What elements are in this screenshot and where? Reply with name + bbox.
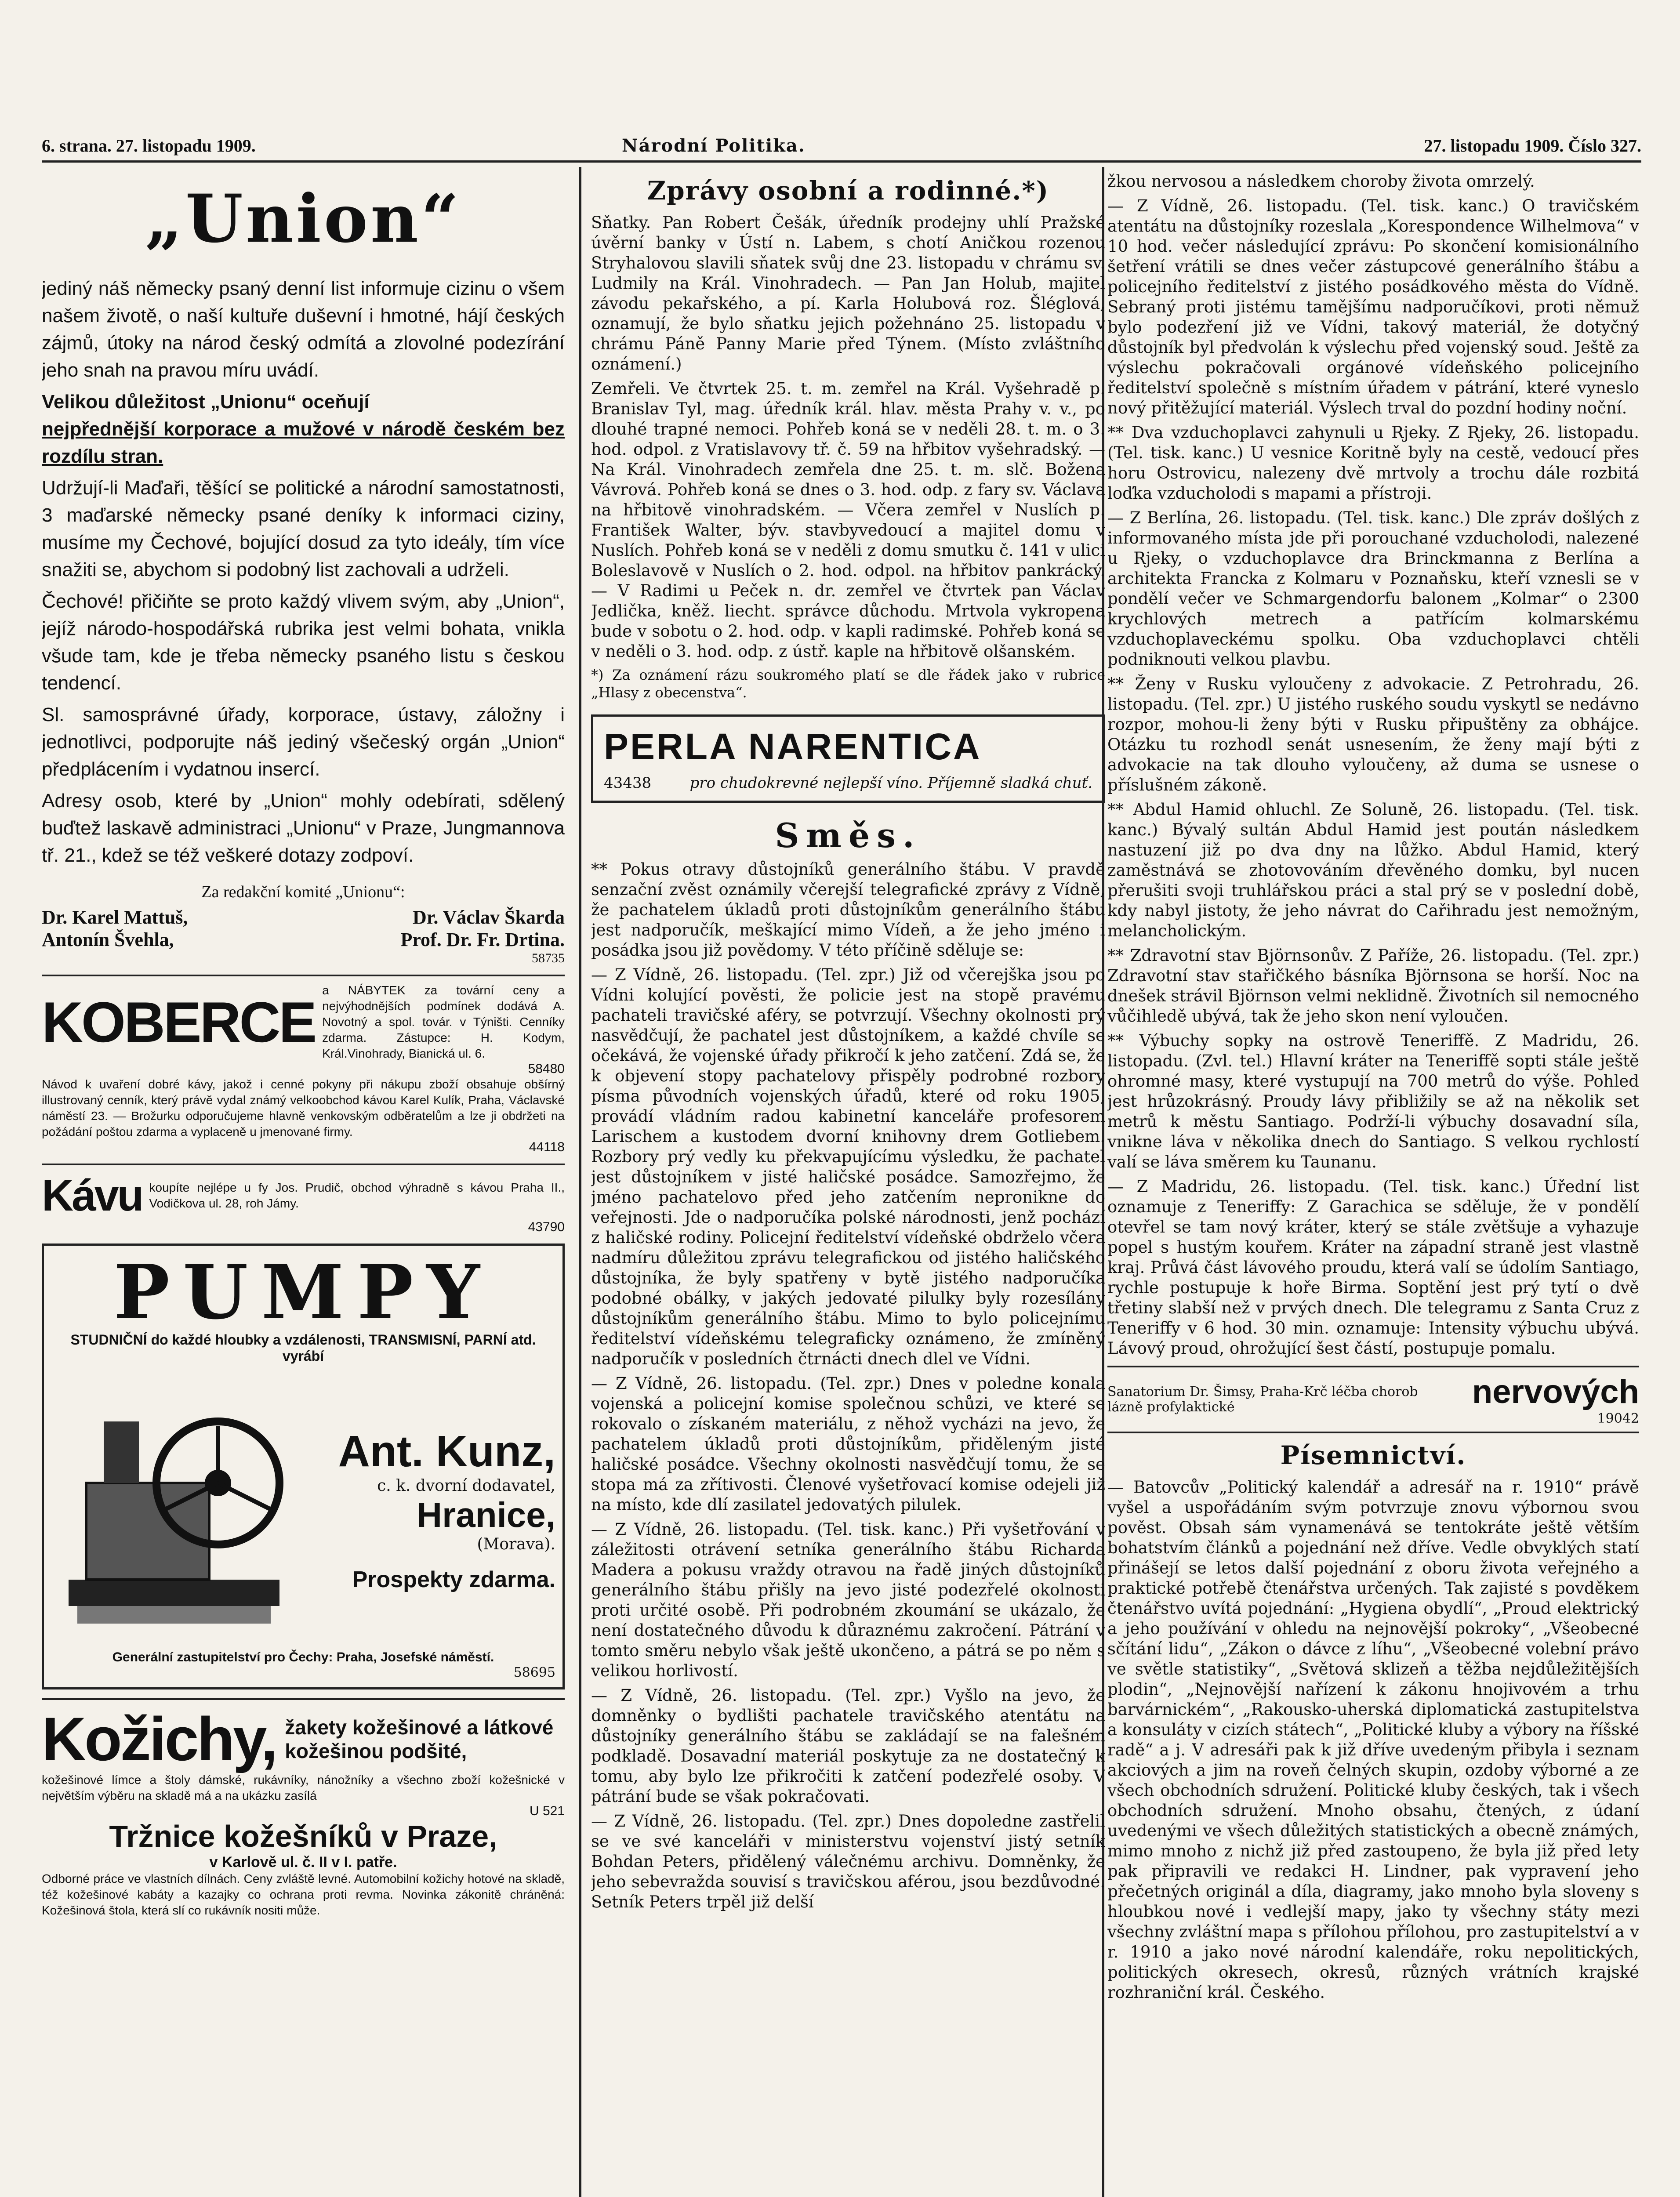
col3-article-4: ** Ženy v Rusku vyloučeny z advokacie. Z Petrohradu, 26. listopadu. (Tel. zpr.) U jistého ruského soudu vyskytl se nedávno rozpor, mohou-li ženy býti v Rusku připuštěny za obhájce. Otázku tu rozhodl senát usnesením, že ženy mají býti z advokacie na tak dlouho vyloučeny, až duma se usnese o příslušném zákoně. [1107,674,1639,794]
smes-article-5: — Z Vídně, 26. listopadu. (Tel. zpr.) Vyšlo na jevo, že domněnky o bydlišti pachatele travičského atentátu na důstojníky generálního štábu se zakládají se na falešném podkladě. Dosavadní materiál poskytuje za ne dostatečný k tomu, aby bylo lze přikročiti k zatčení podezřelé osoby. V pátrání bude se však pokračovati. [591,1686,1105,1806]
trznice: Tržnice kožešníků v Praze, [109,1819,497,1853]
col3-article-1: — Z Vídně, 26. listopadu. (Tel. tisk. kanc.) O travičském atentátu na důstojníky rozeslala „Korespondence Wilhelmova“ v 10 hod. večer následující zprávu: Po skončení komisionálního šetření vrátili se dnes večer zástupcové generálního štábu a policejního ředitelství z jistého posádkového města do Vídně. Sebraný proti jistému tamějšímu nadporučíkovi, proti němuž bylo podezření již ve Vídni, takový materiál, že dotyčný důstojník byl předvolán k výslechu před vojenský soud. Ještě za výslechu pokračovali orgánové vídeňského policejního ředitelství společně s místním úřadem v pátrání, které vyneslo nový přitěžující materiál. Výslech trval do pozdní hodiny noční. [1107,196,1639,417]
committee-row-2 [42,928,565,951]
committee-member-2: Dr. Václav Škarda [413,906,565,928]
kunz-sub: c. k. dvorní dodavatel, [377,1476,555,1495]
column-1 [42,171,565,2197]
pump-machine-illustration [51,1369,297,1650]
union-paragraph-2b: nejpřednější korporace a mužové v národě českém bez rozdílu stran. [42,418,565,467]
koberce-code: 58480 [528,1062,565,1076]
smes-article-3: — Z Vídně, 26. listopadu. (Tel. zpr.) Dnes v poledne konala vojenská a policejní komise společnou schůzi, ve které se rokovalo o získaném materiálu, z něhož vycházi na jevo, že pachatelem úkladů proti důstojníkům, přiděleným jisté haličské posádce. Všechny okolnosti nasvědčují tomu, že se stopa má za zřítivosti. Členové vyšetřovací komise odejeli již na místo, kde dlí zasilatel jedovatých pilulek. [591,1374,1105,1514]
kavu-text: koupíte nejlépe u fy Jos. Prudič, obchod výhradně s kávou Praha II., Vodičkova ul. 28, roh Jámy. [149,1181,565,1210]
col3-article-3: — Z Berlína, 26. listopadu. (Tel. tisk. kanc.) Dle zpráv došlých z informovaného místa jde při porouchané vzducholodi, nalezené u Rjeky, o vzduchoplavce dra Brinckmanna z Berlína a architekta Francka z Kolmaru v Poznaňsku, kteří vznesli se v pondělí večer ve Schmargendorfu balonem „Kolmar“ o 2300 krychlových metrech a patřícím kolmarskému vzduchoplaveckému spolku. Oba vzduchoplavci chtěli podniknouti velkou plavbu. [1107,508,1639,669]
union-code: 58735 [532,951,565,965]
smes-article-6: — Z Vídně, 26. listopadu. (Tel. zpr.) Dnes dopoledne zastřelil se ve své kanceláři v ministerstvu vojenství jistý setník Bohdan Peters, přidělený válečnému archivu. Domněnky, že jeho sebevražda souvisí s travičskou aférou, jsou bezdůvodné. Setník Peters trpěl již delší [591,1812,1105,1911]
section-personal-title: Zprávy osobní a rodinné.*) [647,176,1049,206]
committee-member-3: Antonín Švehla, [42,929,174,950]
kava-note-code: 44118 [529,1140,565,1154]
trznice-text: Odborné práce ve vlastních dílnách. Ceny zvláště levné. Automobilní kožichy hotové na skladě, též kožešinové kabáty a kazajky co ochrana proti revma. Novinka zákonitě chráněná: Kožešinová štola, která slí co rukávník nositi může. [42,1872,565,1917]
column-2 [591,171,1105,2197]
smes-article-2: — Z Vídně, 26. listopadu. (Tel. zpr.) Již od včerejška jsou po Vídni kolující pověsti, že policie jest na stopě pravému pachateli travičské aféry, se potvrzují. Všechny okolnosti prý nasvědčují, že pachatel jest důstojníkem, a každé chvíle se očekává, že vojenské úřady přikročí k jeho zatčení. Zdá se, že k objevení stopy pachatelovy přispěly podrobné rozbory písma původních vojenských úřadů, které od roku 1905, provádí vládním radou kabinetní kanceláře profesorem Larischem a kustodem dvorní knihovny drem Gotliebem. Rozbory prý vedly ku překvapujícímu výsledku, že pachatel jest důstojníkem v jisté haličské posádce. Samozřejmo, že jméno pachatelovo před jeho zatčením nepronikne do veřejnosti. Jde o nadporučíka polské národnosti, jenž pochází z haličské rodiny. Policejní ředitelství vídeňské obdrželo včera nadmíru důležitou zprávu telegrafickou od jistého haličského důstojníka, že byly spatřeny v bytě jistého nadporučíka podobné obálky, v jakých jedovaté pilulky byly rozesílány důstojníkům generálního štábu. Mimo to bylo policejnímu ředitelství vídeňskému telegraficky oznámeno, že zmíněný nadporučík v posledních čtrnácti dnech dlel ve Vídni. [591,965,1105,1368]
trznice-addr: v Karlově ul. č. II v I. patře. [209,1854,397,1871]
column-rule-1 [579,167,581,2197]
kozichy-text: kožešinové límce a štoly dámské, rukávníky, nánožníky a všechno zboží kožešnické v největším výběru na skladě má a na ukázku zasílá [42,1773,565,1802]
sanat-sub: lázně profylaktické [1107,1399,1235,1415]
union-paragraph-2a: Velikou důležitost „Unionu“ oceňují [42,391,370,413]
perla-sub-row [604,774,1092,792]
committee-member-1: Dr. Karel Mattuš, [42,906,188,928]
morava: (Morava). [477,1535,555,1553]
union-paragraph-5: Sl. samosprávné úřady, korporace, ústavy, záložny i jednotlivci, podporujte náš jediný všečeský orgán „Union“ předplácením i vydatnou insercí. [42,704,565,780]
smes-article-4: — Z Vídně, 26. listopadu. (Tel. tisk. kanc.) Při vyšetřování v záležitosti otrávení setníka generálního štábu Richarda Madera a pokusu vraždy otravou na řadě jiných důstojníků generálního štábu přišly na jevo jisté podezřelé okolnosti proti určité osobě. Při podrobném zkoumání se ukázalo, že není dostatečného důvodu k důraznému zakročení. Pátrání v tomto směru nebylo však ještě ukončeno, a pátrá se po něm s velikou horlivostí. [591,1520,1105,1680]
pumpy-sub: STUDNIČNÍ do každé hloubky a vzdálenosti, TRANSMISNÍ, PARNÍ atd. vyrábí [70,1332,536,1364]
col3-article-8: — Z Madridu, 26. listopadu. (Tel. tisk. kanc.) Úřední list oznamuje z Teneriffy: Z Garachica se sděluje, že v pondělí otevřel se tam nový kráter, který se stále zvětšuje a vyhazuje popel s hustým kouřem. Kráter na západní straně jest vlastně kraj. Průvá část lávového proudu, která valí se údolím Santiago, rychle postupuje k hoře Birma. Soptění jest prý tytí o dvě třetiny slabší než v prvých dnech. Dle telegramu z Santa Cruz z Teneriffy v 6 hod. 30 min. oznamuje: Intensity výbuchu ubývá. Lávový proud, ohrožující šest částí, postupuje pomalu. [1107,1177,1639,1358]
col3-article-6: ** Zdravotní stav Björnsonův. Z Paříže, 26. listopadu. (Tel. zpr.) Zdravotní stav stařičkého básníka Björnsona se horší. Noc na dnešek strávil Björnson velmi neklidně. Životních sil nemocného vůčihledě ubývá, tak že jeho skon není vyloučen. [1107,946,1639,1026]
sanat-code: 19042 [1597,1411,1639,1426]
personal-footnote: *) Za oznámení rázu soukromého platí se dle řádek jako v rubrice „Hlasy z obecenstva“. [591,667,1105,701]
col3-article-7: ** Výbuchy sopky na ostrově Teneriffě. Z Madridu, 26. listopadu. (Zvl. tel.) Hlavní kráter na Teneriffě sopti stále ještě ohromné masy, které vystupují na 700 metrů do výše. Pohled jest hrůzokrásný. Proudy lávy přibližily se až na několik set metrů k městu Santiago. Podrží-li výbuchy dosavadní síla, vnikne láva v několika dnech do Santiago. S velkou rychlostí valí se láva směrem ku Taunanu. [1107,1031,1639,1171]
sanat-nervovych: nervových [1472,1373,1639,1410]
header-page-date: 6. strana. 27. listopadu 1909. [42,136,256,156]
section-smes-title: Směs. [775,816,922,855]
union-paragraph-6: Adresy osob, které by „Union“ mohly odebírati, sdělený buďtež laskavě administraci „Unionu“ v Praze, Jungmannova tř. 21., kdež se též veškeré dotazy zodpoví. [42,790,565,866]
page-header [42,132,1641,163]
koberce-ad [42,975,565,1077]
header-issue: 27. listopadu 1909. Číslo 327. [1424,136,1641,156]
koberce-word: KOBERCE [42,990,316,1054]
column-3 [1107,171,1639,2197]
union-title: „Union“ [145,180,462,257]
kozichy-ad [42,1698,565,1918]
kava-note-ad [42,1077,565,1155]
perla-name: PERLA NARENTICA [604,726,982,767]
union-paragraph-1: jediný náš německy psaný denní list informuje cizinu o všem našem životě, o naší kultuře duševní i hmotné, hájí českých zájmů, útoky na národ český odmítá a zlovolné podezírání jeho snah na pravou míru uvádí. [42,278,565,381]
kozichy-code: U 521 [529,1804,565,1818]
pisemnictvi-article: — Batovcův „Politický kalendář a adresář na r. 1910“ právě vyšel a uspořádáním svým potvrzuje znovu výbornou svou pověst. Obsah sám vynamenává se tentokráte ještě větším bohatstvím článků a pojednání než dříve. Vedle obvyklých statí přinášejí se letos další pojednání z oboru života veřejného a praktické potřebě čtenářstva určených. Tak zajisté s povděkem čtenářstvo uvítá pojednání: „Hygiena obydlí“, „Proud elektrický a jeho používání v ohledu na nejnovější pokroky“, „Všeobecné sčítání lidu“, „Zákon o dávce z líhu“, „Všeobecné volební právo ve světle statistiky“, „Světová sklizeň a těžba nejdůležitějších plodin“, „Nejnovější nařízení k zákonu hnojivovém a trhu barvárnickém“, „Rakousko-uherská diplomatická zastupitelstva a konsuláty v cizích státech“, „Politické kluby a výbory na říšské radě“ a j. V adresáři pak k již dříve uvedeným přibyla i seznam akciových a jim na roveň čelných skupin, ozdoby výborné a ze všech obchodních sdružení. Politické kluby českých, tak i všech obchodních sdružení. Mnoho obsahu, čtených, z údaní uvedenými ve všech důležitých statistických a obecně známých, mimo mnoho z nichž již před zastoupeno, že byla již před lety pak připravili ve redakci H. Lindner, pak vypravení jeho přečetných originál a díla, diagramy, jako mnoho byla sloveny s hloubkou nové i vedlejší mapy, jako ty všechny státy mezi všechny zvláštní mapa s přílohou přílohou, pro zastupitelství a v r. 1910 a jako nové národní kalendáře, roku nepolitických, politických okresech, okresů, různých vrátních krajské rozhraniční král. Českého. [1107,1478,1639,2002]
kavu-word: Kávu [42,1171,142,1220]
col3-article-5: ** Abdul Hamid ohluchl. Ze Soluně, 26. listopadu. (Tel. tisk. kanc.) Bývalý sultán Abdul Hamid jest poután následkem nastuzení již po dva dny na lůžko. Abdul Hamid, který zaměstnává se zhotovováním dřevěného domku, byl nucen přerušiti svoji truhlářskou práci a stal prý se v poslední době, kdy nabyl jistoty, že jeho návrat do Cařihradu jest nemožným, melancholickým. [1107,800,1639,940]
col3-continuation: žkou nervosou a následkem choroby života omrzelý. [1107,172,1535,191]
sanatorium-ad [1107,1366,1639,1433]
pumpy-ad [42,1244,565,1689]
kunz-name: Ant. Kunz, [338,1426,555,1476]
kava-note-text: Návod k uvaření dobré kávy, jakož i cenné pokyny při nákupu zboží obsahuje obšírný illustrovaný cenník, který právě vydal známý velkoobchod kávou Karel Kulík, Praha, Václavské náměstí 23. — Brožurku odporučujeme hlavně venkovským odběratelům a lze ji obdržeti na požádání poštou zdarma a vyplaceně u jmenované firmy. [42,1077,565,1138]
union-paragraph-3: Udržují-li Maďaři, těšící se politické a národní samostatnosti, 3 maďarské německy psané deníky k informaci ciziny, musíme my Čechové, bojující dosud za tyto ideály, tím více snažiti se, abychom si podobný list zachovali a udrželi. [42,477,565,580]
union-paragraph-4: Čechové! přičiňte se proto každý vlivem svým, aby „Union“, jejíž národo-hospodářská rubrika jest velmi bohata, vnikla všude tam, kde je třeba německy psaného listu s českou tendencí. [42,591,565,694]
header-masthead: Národní Politika. [622,135,806,156]
union-committee [42,882,565,966]
committee-member-4: Prof. Dr. Fr. Drtina. [400,929,565,950]
union-notice [42,180,565,966]
koberce-text: a NÁBYTEK za tovární ceny a nejvýhodnějších podmínek dodává A. Novotný a spol. továr. v Týništi. Cenníky zdarma. Zástupce: H. Kodym, Král.Vinohrady, Bianická ul. 6. [322,983,565,1060]
sanat-text: Sanatorium Dr. Šimsy, Praha-Krč léčba chorob [1107,1384,1418,1399]
personal-deaths: Zemřeli. Ve čtvrtek 25. t. m. zemřel na Král. Vyšehradě p. Branislav Tyl, mag. úředník král. hlav. města Prahy v. v., po dlouhé trapné nemoci. Pohřeb koná se v neděli 28. t. m. o 3. hod. odpol. z Vratislavovy tř. č. 59 na hřbitov vyšehradský. — Na Král. Vinohradech zemřela dne 25. t. m. slč. Božena Vávrová. Pohřeb koná se dnes o 3. hod. odp. z fary sv. Václava na hřbitově vinohradském. — Včera zemřel v Nuslích p. František Walter, býv. stavbyvedoucí a majitel domu v Nuslích. Pohřeb koná se v neděli z domu smutku č. 141 v ulici Boleslavově v Nuslích o 2. hod. odpol. na hřbitov pankrácký. — V Radimi u Peček n. dr. zemřel ve čtvrtek pan Václav Jedlička, kněž. liecht. správce důchodu. Mrtvola vykropena bude v sobotu o 2. hod. odp. v kapli radimské. Pohřeb koná se v neděli o 3. hod. odp. z ústř. kaple na hřbitově olšanském. [591,379,1105,661]
section-pisemnictvi-title: Písemnictví. [1280,1440,1466,1470]
perla-narentica-ad [591,714,1105,803]
personal-weddings: Sňatky. Pan Robert Češák, úředník prodejny uhlí Pražské úvěrní banky v Ústí n. Labem, s chotí Aničkou rozenou Stryhalovou slavili sňatek svůj dne 23. listopadu v chrámu sv. Ludmily na Král. Vinohradech. — Pan Jan Holub, majitel závodu pekařského, a pí. Karla Holubová roz. Šléglová, oznamují, že bylo sňatku jejich požehnáno 25. listopadu v chrámu Páně Panny Marie před Týnem. (Místo zvláštního oznámení.) [591,213,1105,373]
prospekty: Prospekty zdarma. [352,1566,555,1592]
kavu-ad [42,1164,565,1235]
committee-row-1 [42,906,565,928]
smes-article-1: ** Pokus otravy důstojníků generálního štábu. V pravdě senzační zvěst oznámily včerejší telegrafické zprávy z Vídně, že pachatelem úkladů proti důstojníkům generálního štábu jest nadporučík, meškající mimo Vídeň, a že jeho jméno i posádka jsou již povědomy. V této příčině sděluje se: [591,860,1105,960]
col3-article-2: ** Dva vzduchoplavci zahynuli u Rjeky. Z Rjeky, 26. listopadu. (Tel. tisk. kanc.) U vesnice Koritně byly na cestě, vedoucí přes horu Ostrovicu, nalezeny dvě mrtvoly a trochu dále rozbitá loďka vzducholodi s mapami a přístroji. [1107,423,1639,503]
kozichy-side: žakety kožešinové a látkové kožešinou podšité, [285,1716,554,1762]
pumpy-code: 58695 [513,1665,555,1680]
hranice: Hranice, [417,1495,555,1534]
kozichy-word: Kožichy, [42,1704,276,1773]
perla-sub: pro chudokrevné nejlepší víno. Příjemně sladká chuť. [689,774,1092,792]
pumpy-word: PUMPY [113,1248,493,1336]
kavu-code: 43790 [528,1220,565,1234]
pumpy-zastup: Generální zastupitelství pro Čechy: Praha, Josefské náměstí. [112,1650,494,1664]
committee-title: Za redakční komité „Unionu“: [201,883,405,901]
perla-code: 43438 [604,774,652,792]
